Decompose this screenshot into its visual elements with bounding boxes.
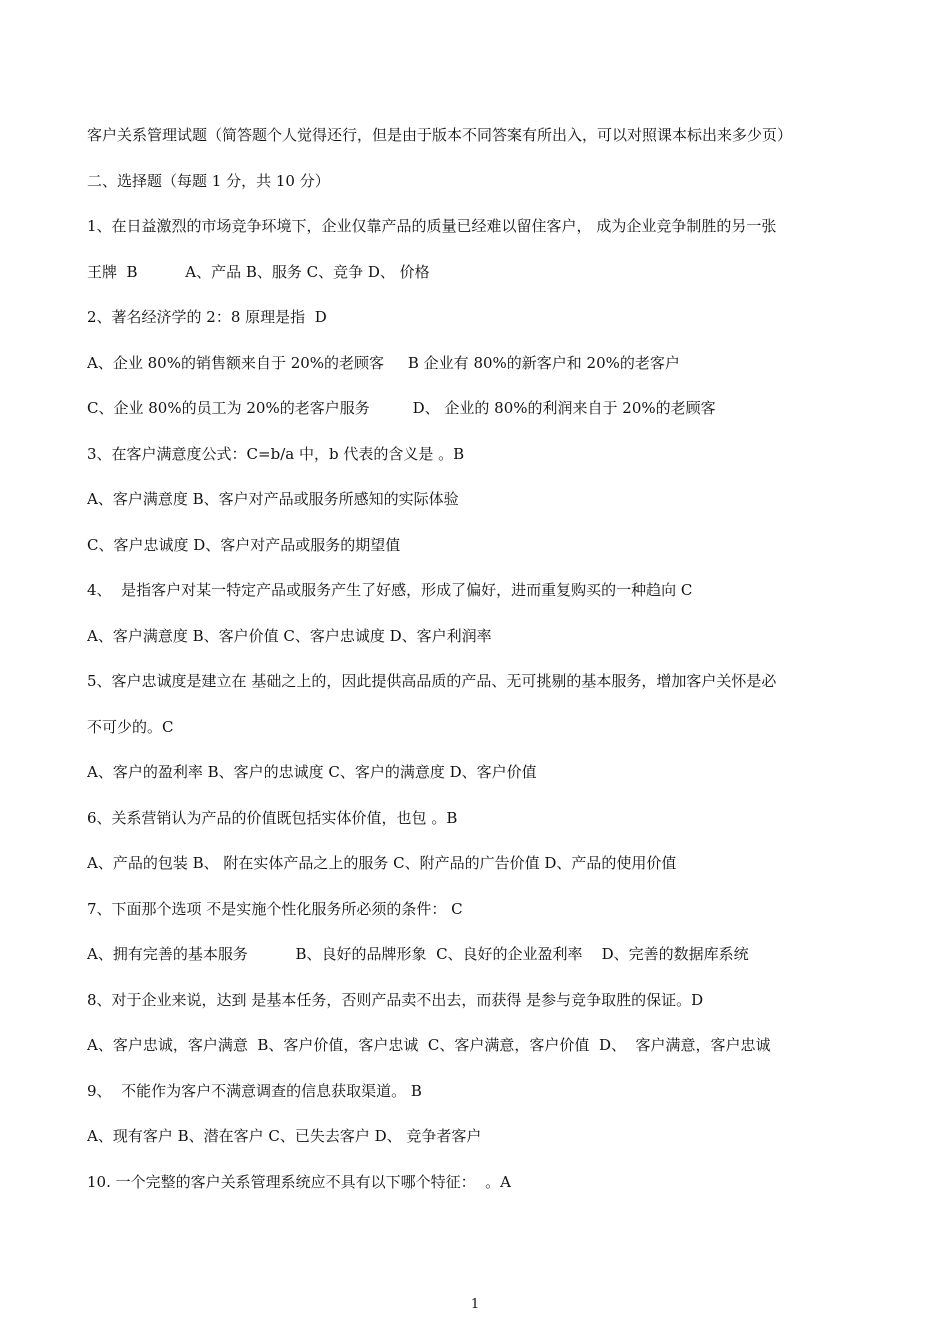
question-3-options-cd: C、客户忠诚度 D、客户对产品或服务的期望值 (87, 535, 401, 554)
question-4: 4、 是指客户对某一特定产品或服务产生了好感，形成了偏好，进而重复购买的一种趋向 C (87, 581, 693, 599)
question-5-continuation: 不可少的。C (87, 717, 174, 736)
question-6: 6、关系营销认为产品的价值既包括实体价值，也包 。B (87, 808, 458, 827)
question-8-options: A、客户忠诚，客户满意 B、客户价值，客户忠诚 C、客户满意，客户价值 D、 客户满意，客户忠诚 (87, 1036, 771, 1054)
question-2: 2、著名经济学的 2：8 原理是指 D (87, 308, 327, 326)
question-7-options: A、拥有完善的基本服务 B、良好的品牌形象 C、良好的企业盈利率 D、完善的数据库系统 (87, 945, 749, 963)
question-9-options: A、现有客户 B、潜在客户 C、已失去客户 D、 竞争者客户 (87, 1127, 482, 1145)
question-2-options-cd: C、企业 80%的员工为 20%的老客户服务 D、 企业的 80%的利润来自于 20%的老顾客 (87, 399, 716, 417)
question-8: 8、对于企业来说，达到 是基本任务，否则产品卖不出去，而获得 是参与竞争取胜的保证。D (87, 990, 704, 1009)
document-title: 客户关系管理试题（简答题个人觉得还行，但是由于版本不同答案有所出入，可以对照课本标出来多少页） (87, 126, 793, 144)
question-1-options: 王牌 B A、产品 B、服务 C、竞争 D、 价格 (87, 262, 430, 281)
question-5: 5、客户忠诚度是建立在 基础之上的，因此提供高品质的产品、无可挑剔的基本服务，增加客户关怀是必 (87, 672, 777, 690)
page-number: 1 (470, 1297, 480, 1312)
question-5-options: A、客户的盈利率 B、客户的忠诚度 C、客户的满意度 D、客户价值 (87, 763, 537, 781)
document-body (87, 126, 877, 1218)
section-heading: 二、选择题（每题 1 分，共 10 分） (87, 171, 330, 190)
question-9: 9、 不能作为客户不满意调查的信息获取渠道。 B (87, 1081, 422, 1100)
question-1: 1、在日益激烈的市场竞争环境下，企业仅靠产品的质量已经难以留住客户， 成为企业竞争制胜的另一张 (87, 217, 777, 235)
question-2-options-ab: A、企业 80%的销售额来自于 20%的老顾客 B 企业有 80%的新客户和 20%的老客户 (87, 353, 680, 372)
question-7: 7、下面那个选项 不是实施个性化服务所必须的条件： C (87, 899, 463, 918)
question-3-options-ab: A、客户满意度 B、客户对产品或服务所感知的实际体验 (87, 490, 459, 508)
question-10: 10. 一个完整的客户关系管理系统应不具有以下哪个特征： 。A (87, 1172, 511, 1191)
question-4-options: A、客户满意度 B、客户价值 C、客户忠诚度 D、客户利润率 (87, 626, 492, 645)
question-6-options: A、产品的包装 B、 附在实体产品之上的服务 C、附产品的广告价值 D、产品的使用价值 (87, 854, 677, 872)
question-3: 3、在客户满意度公式：C=b/a 中，b 代表的含义是 。B (87, 444, 465, 463)
